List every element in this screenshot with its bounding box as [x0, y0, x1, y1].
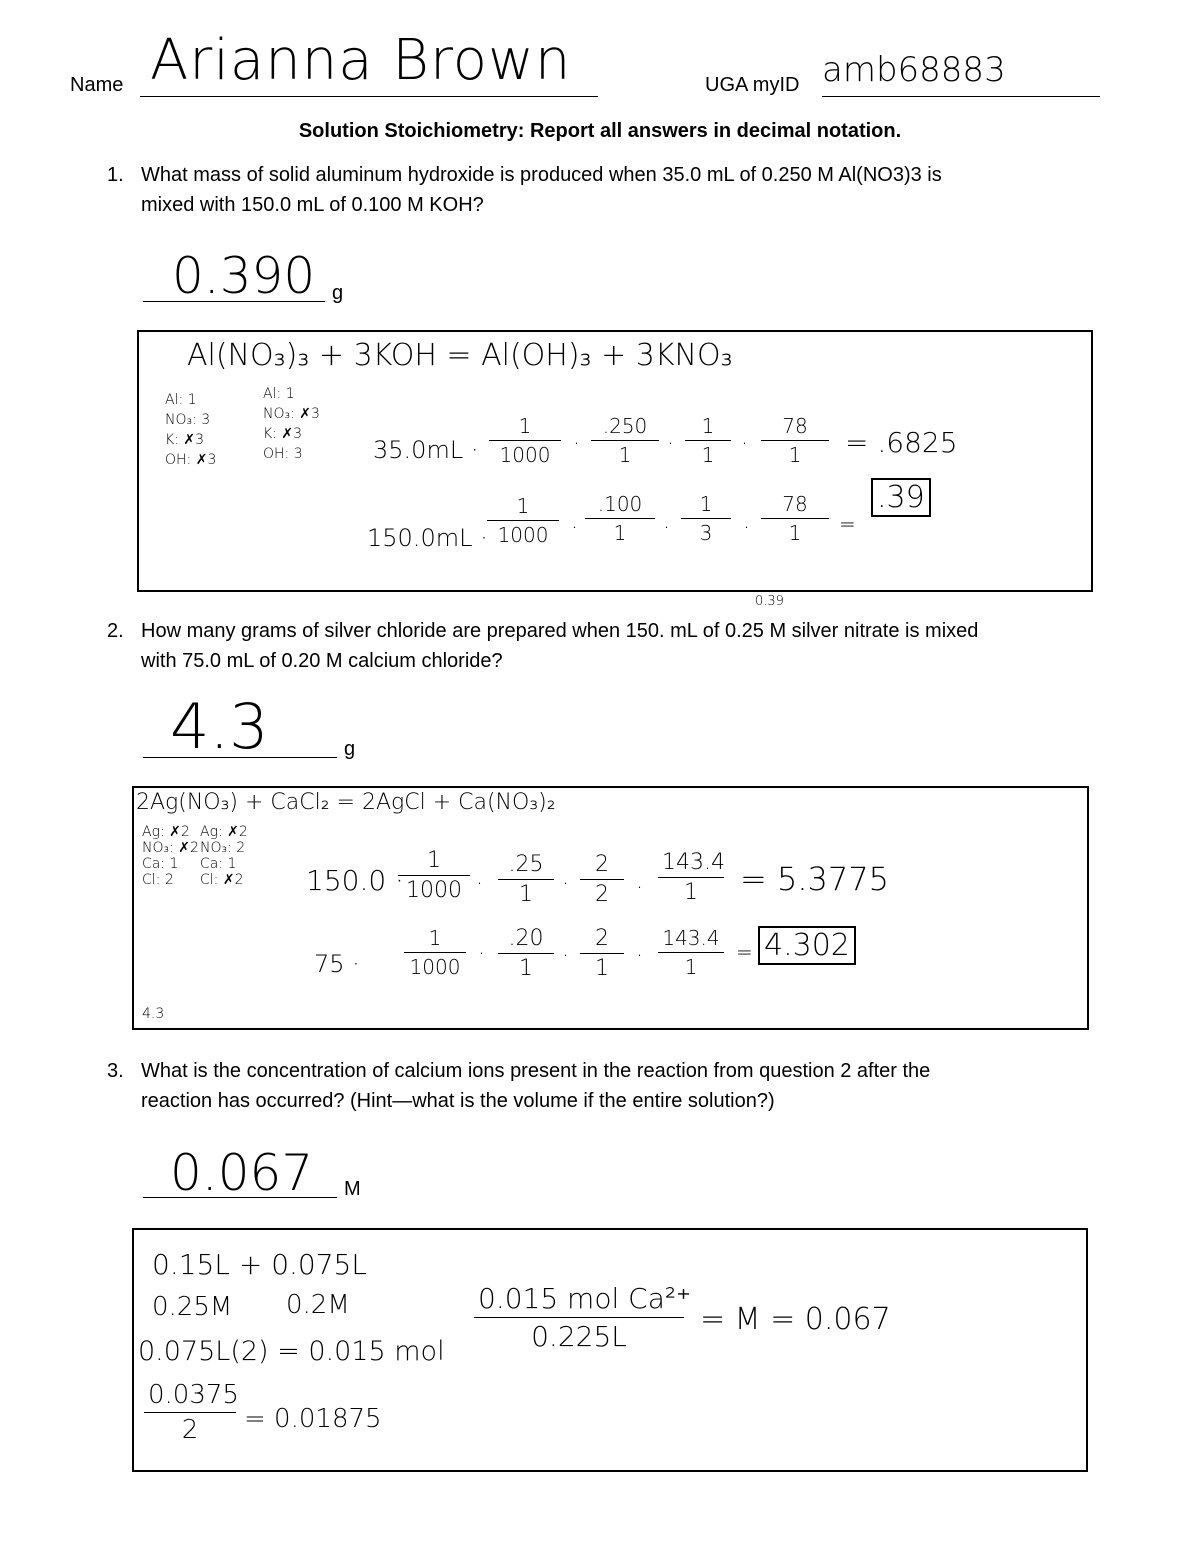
q1-row2-fraction4: $\frac{78}{1}$: [761, 492, 829, 545]
q1-row2-dot2: ·: [663, 516, 670, 541]
q1-margin-note: 0.39: [755, 594, 784, 609]
q1-row2-dot1: ·: [571, 516, 578, 541]
q1-number: 1.: [107, 164, 124, 186]
q1-row1-fraction4: $\frac{78}{1}$: [761, 414, 829, 467]
q2-row2-equals: =: [736, 940, 753, 964]
q1-atom-count-left: Al: 1 NO₃: 3 K: ✗3 OH: ✗3: [165, 392, 217, 468]
q2-number: 2.: [107, 620, 124, 642]
q3-volume-sum: 0.15L + 0.075L: [152, 1248, 367, 1281]
myid-underline: [822, 96, 1100, 97]
myid-handwritten: amb68883: [822, 50, 1006, 90]
name-underline: [140, 96, 598, 97]
q1-work-box: [137, 330, 1093, 592]
q2-row1-fraction4: $\frac{143.4}{1}$: [658, 850, 724, 905]
q2-row1-dot3: ·: [636, 876, 643, 901]
q3-text-line1: What is the concentration of calcium ions present in the reaction from question 2 after the: [141, 1060, 931, 1082]
q2-note: 4.3: [142, 1006, 165, 1022]
q3-concentration-fraction: 0.015 mol Ca²⁺ 0.225L: [474, 1282, 684, 1353]
q3-half-result: = 0.01875: [244, 1404, 382, 1434]
name-label: Name: [70, 74, 124, 96]
q1-row2-fraction1: $\frac{1}{1000}$: [487, 494, 559, 547]
q2-row2-dot3: ·: [636, 944, 643, 969]
q2-answer: 4.3: [170, 690, 269, 763]
q1-row2-equals: =: [839, 512, 856, 536]
q2-text-line1: How many grams of silver chloride are prepared when 150. mL of 0.25 M silver nitrate is mixed: [141, 620, 979, 642]
q2-atom-count-left: Ag: ✗2 NO₃: ✗2 Ca: 1 Cl: 2: [142, 824, 199, 888]
q1-row1-start: 35.0mL ·: [373, 436, 479, 464]
q2-unit: g: [344, 738, 356, 760]
q2-row1-fraction2: $\frac{.25}{1}$: [498, 852, 554, 907]
q2-row1-result: = 5.3775: [740, 860, 889, 898]
q3-molarity-b: 0.2M: [286, 1290, 350, 1320]
q3-molarity-a: 0.25M: [152, 1292, 233, 1322]
q2-row2-fraction1: $\frac{1}{1000}$: [404, 926, 466, 979]
q1-text-line1: What mass of solid aluminum hydroxide is produced when 35.0 mL of 0.250 M Al(NO3)3 is: [141, 164, 942, 186]
q3-answer: 0.067: [170, 1144, 314, 1202]
q2-row2-dot2: ·: [562, 944, 569, 969]
q1-answer: 0.390: [172, 247, 316, 305]
q2-row1-fraction3: $\frac{2}{2}$: [580, 852, 624, 907]
q1-row2-dot3: ·: [743, 516, 750, 541]
q3-number: 3.: [107, 1060, 124, 1082]
q3-half-fraction: $\frac{0.0375}{2}$: [144, 1380, 236, 1445]
q2-text-line2: with 75.0 mL of 0.20 M calcium chloride?: [141, 650, 503, 672]
q1-row2-fraction3: $\frac{1}{3}$: [681, 492, 731, 545]
q3-text-line2: reaction has occurred? (Hint—what is the volume if the entire solution?): [141, 1090, 775, 1112]
q1-row1-dot3: ·: [741, 432, 748, 457]
q3-unit: M: [344, 1178, 361, 1200]
q1-row1-fraction1: $\frac{1}{1000}$: [489, 414, 561, 467]
q1-row2-result: .39: [871, 478, 931, 517]
q2-row2-fraction3: $\frac{2}{1}$: [580, 926, 624, 981]
q2-row2-fraction4: $\frac{143.4}{1}$: [658, 926, 724, 979]
page-title: Solution Stoichiometry: Report all answers in decimal notation.: [298, 120, 902, 142]
q2-row2-fraction2: $\frac{.20}{1}$: [498, 926, 554, 981]
q2-atom-count-right: Ag: ✗2 NO₃: 2 Ca: 1 Cl: ✗2: [200, 824, 248, 888]
q2-row1-dot1: ·: [476, 872, 483, 897]
myid-label: UGA myID: [705, 74, 800, 96]
q1-row1-result: = .6825: [845, 426, 958, 459]
q2-work-box: [132, 786, 1089, 1030]
q1-row1-dot1: ·: [573, 432, 580, 457]
q1-row1-fraction2: $\frac{.250}{1}$: [591, 414, 659, 467]
q2-row1-dot2: ·: [562, 872, 569, 897]
q1-atom-count-right: Al: 1 NO₃: ✗3 K: ✗3 OH: 3: [263, 386, 320, 462]
q1-equation: Al(NO₃)₃ + 3KOH = Al(OH)₃ + 3KNO₃: [187, 338, 733, 373]
q2-row2-start: 75 ·: [314, 950, 360, 978]
q2-row1-start: 150.0 ·: [306, 864, 404, 897]
q1-unit: g: [332, 282, 344, 304]
q3-result: = M = 0.067: [700, 1302, 891, 1337]
q1-row1-fraction3: $\frac{1}{1}$: [685, 414, 731, 467]
q2-row2-result: 4.302: [758, 926, 856, 965]
q2-equation: 2Ag(NO₃) + CaCl₂ = 2AgCl + Ca(NO₃)₂: [136, 790, 556, 815]
q3-work-box: [132, 1228, 1088, 1472]
q1-text-line2: mixed with 150.0 mL of 0.100 M KOH?: [141, 194, 484, 216]
q1-row2-start: 150.0mL ·: [367, 524, 488, 552]
name-handwritten: Arianna Brown: [150, 28, 572, 93]
q1-row2-fraction2: $\frac{.100}{1}$: [585, 492, 655, 545]
q1-row1-dot2: ·: [667, 432, 674, 457]
q2-row1-fraction1: $\frac{1}{1000}$: [398, 848, 470, 903]
q3-moles-line: 0.075L(2) = 0.015 mol: [138, 1336, 445, 1367]
q2-row2-dot1: ·: [478, 942, 485, 967]
